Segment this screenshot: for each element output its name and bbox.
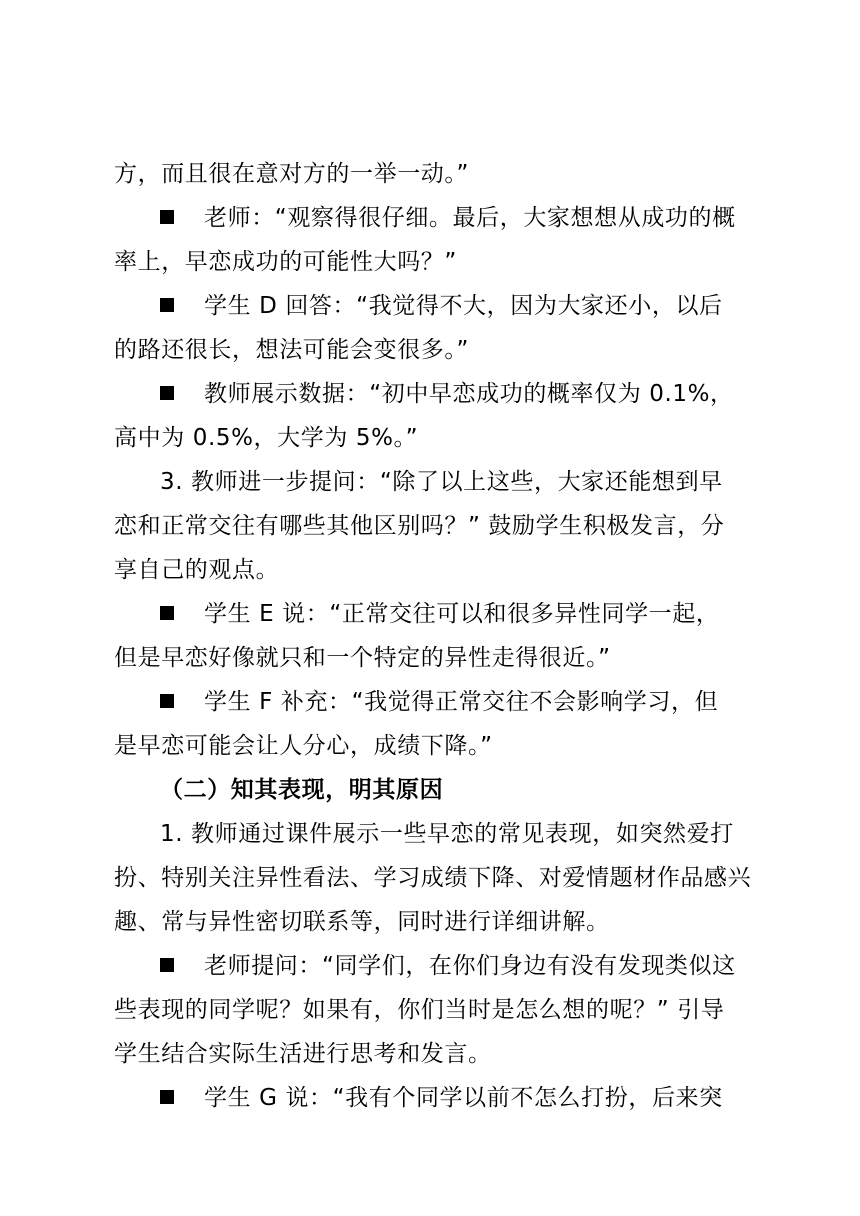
square-bullet-icon — [160, 298, 174, 312]
line-text: 扮、特别关注异性看法、学习成绩下降、对爱情题材作品感兴 — [114, 865, 752, 891]
square-bullet-icon — [160, 1090, 174, 1104]
square-bullet-icon — [160, 606, 174, 620]
line-text: 恋和正常交往有哪些其他区别吗？” 鼓励学生积极发言，分 — [114, 513, 725, 539]
bullet-line — [160, 284, 800, 328]
text-line — [114, 240, 754, 284]
line-text: 享自己的观点。 — [114, 557, 280, 583]
line-text: 方，而且很在意对方的一举一动。” — [114, 161, 470, 187]
line-text: 但是早恋好像就只和一个特定的异性走得很近。” — [114, 645, 611, 671]
bullet-line — [160, 196, 800, 240]
text-line — [114, 504, 754, 548]
bullet-line — [160, 944, 800, 988]
line-text: 是早恋可能会让人分心，成绩下降。” — [114, 733, 493, 759]
bullet-line — [160, 680, 800, 724]
line-text: 老师提问：“同学们，在你们身边有没有发现类似这 — [204, 953, 736, 979]
line-text: 教师展示数据：“初中早恋成功的概率仅为 0.1%， — [204, 381, 734, 407]
text-line — [114, 724, 754, 768]
line-text: 的路还很长，想法可能会变很多。” — [114, 337, 470, 363]
line-text: 1. 教师通过课件展示一些早恋的常见表现，如突然爱打 — [160, 821, 734, 847]
line-text: 老师：“观察得很仔细。最后，大家想想从成功的概 — [204, 205, 736, 231]
line-text: 学生 G 说：“我有个同学以前不怎么打扮，后来突 — [204, 1085, 723, 1111]
line-text: 3. 教师进一步提问：“除了以上这些，大家还能想到早 — [160, 469, 723, 495]
numbered-line — [160, 812, 800, 856]
line-text: 高中为 0.5%，大学为 5%。” — [114, 425, 419, 451]
section-heading — [160, 768, 800, 812]
line-text: 学生 F 补充：“我觉得正常交往不会影响学习，但 — [204, 689, 719, 715]
bullet-line — [160, 1076, 800, 1120]
line-text: 学生 E 说：“正常交往可以和很多异性同学一起， — [204, 601, 720, 627]
line-text: 趣、常与异性密切联系等，同时进行详细讲解。 — [114, 909, 610, 935]
text-line — [114, 416, 754, 460]
line-text: 学生结合实际生活进行思考和发言。 — [114, 1041, 492, 1067]
numbered-line — [160, 460, 800, 504]
text-line — [114, 636, 754, 680]
square-bullet-icon — [160, 386, 174, 400]
text-line — [114, 900, 754, 944]
line-text: 率上，早恋成功的可能性大吗？” — [114, 249, 457, 275]
bullet-line — [160, 592, 800, 636]
text-line — [114, 548, 754, 592]
square-bullet-icon — [160, 210, 174, 224]
heading-text: （二）知其表现，明其原因 — [160, 777, 444, 803]
text-line — [114, 988, 754, 1032]
line-text: 学生 D 回答：“我觉得不大，因为大家还小，以后 — [204, 293, 723, 319]
text-line — [114, 856, 754, 900]
square-bullet-icon — [160, 958, 174, 972]
bullet-line — [160, 372, 800, 416]
text-line — [114, 152, 754, 196]
square-bullet-icon — [160, 694, 174, 708]
text-line — [114, 328, 754, 372]
text-line — [114, 1032, 754, 1076]
line-text: 些表现的同学呢？如果有，你们当时是怎么想的呢？” 引导 — [114, 997, 725, 1023]
